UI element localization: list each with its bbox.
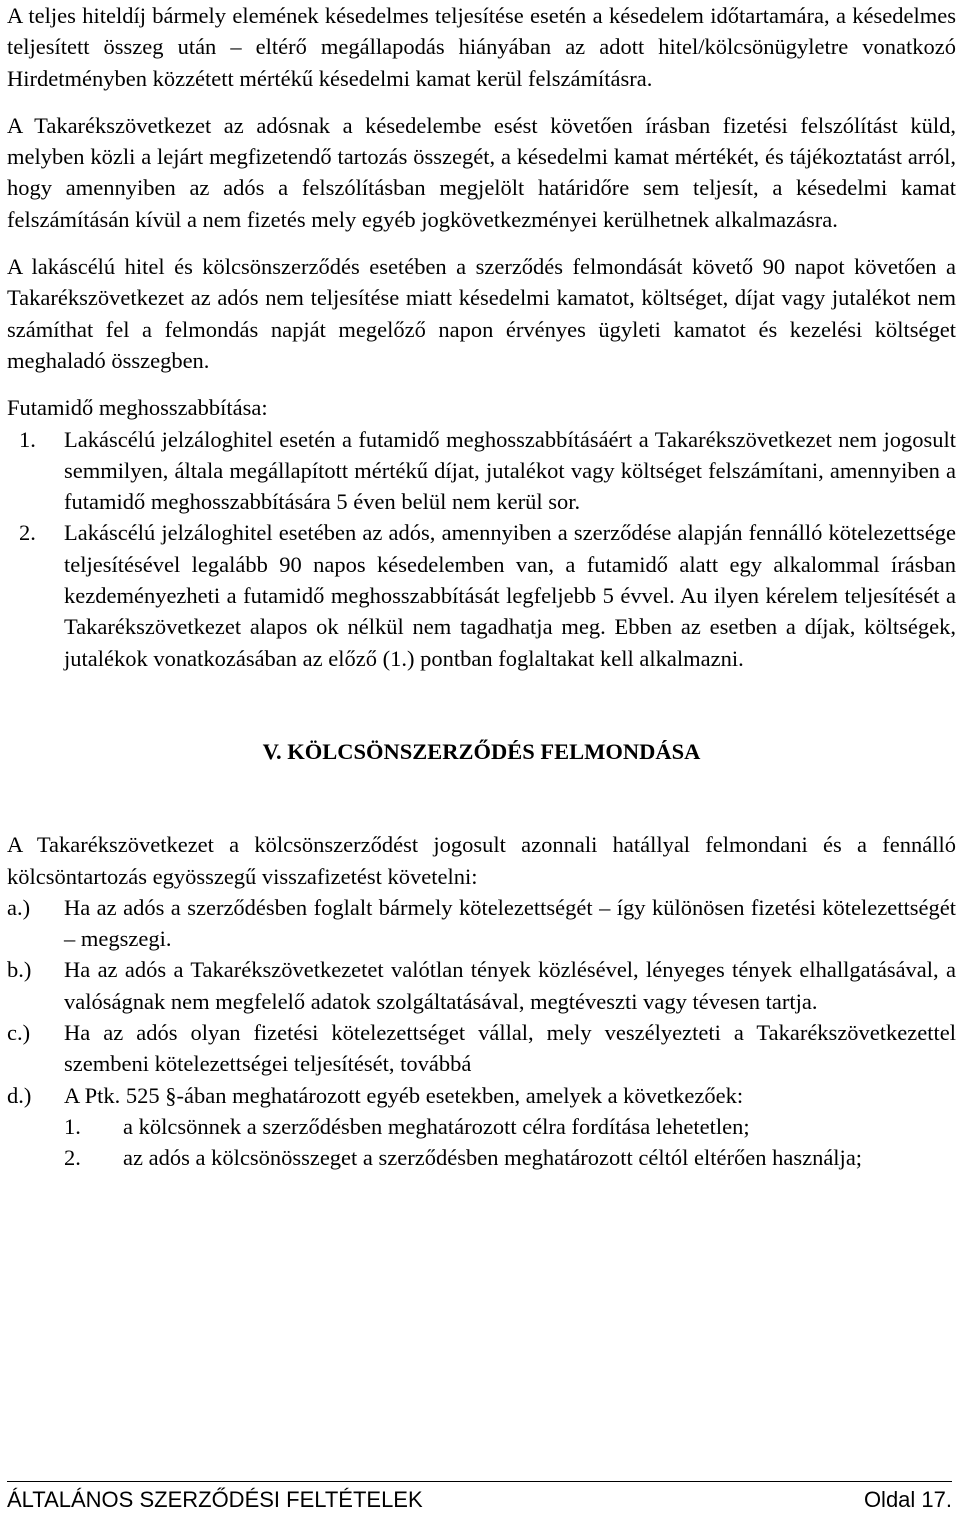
list-marker: c.) [7,1020,31,1046]
list-item-text: Ha az adós a szerződésben foglalt bármely kötelezettségét – így különösen fizetési kötelezettségét – megszegi. [64,894,956,952]
page-footer [7,1481,952,1512]
list-item-text: Ha az adós olyan fizetési kötelezettséget vállal, mely veszélyezteti a Takarékszövetkezettel szembeni kötelezettségei teljesítését, továbbá [64,1020,956,1077]
list-item [7,424,956,518]
list-item [7,517,956,673]
list-item-text: a kölcsönnek a szerződésben meghatározott célra fordítása lehetetlen; [123,1113,750,1139]
sub-list-item [7,1142,956,1173]
list-item [7,1017,956,1080]
list-item-text: A Ptk. 525 §-ában meghatározott egyéb esetekben, amelyek a következőek: [64,1082,744,1108]
list-marker: b.) [7,957,32,983]
paragraph-payment-notice: A Takarékszövetkezet az adósnak a késedelembe esést követően írásban fizetési felszólítást küld, melyben közli a lejárt megfizetendő tartozás összegét, a késedelmi kamat mértékét, és tájékoztatást arról, hogy amennyiben az adós a felszólításban megjelölt határidőre sem teljesít, a késedelmi kamat felszámításán kívül a nem fizetés mely egyéb jogkövetkezményei kerülhetnek alkalmazásra. [7,112,956,232]
paragraph-late-payment-interest: A teljes hiteldíj bármely elemének késedelmes teljesítése esetén a késedelem időtartamára, a késedelmes teljesített összeg után – eltérő megállapodás hiányában az adott hitel/kölcsönügyletre vonatkozó Hirdetményben közzétett mértékű késedelmi kamat kerül felszámításra. [7,3,956,91]
paragraph-housing-loan: A lakáscélú hitel és kölcsönszerződés esetében a szerződés felmondását követő 90 napot követően a Takarékszövetkezet az adós nem teljesítése miatt késedelmi kamatot, költséget, díjat vagy jutalékot nem számíthat fel a felmondás napját megelőző napon érvényes ügyleti kamatot és kezelési költséget meghaladó összegben. [7,254,956,373]
footer-document-title: ÁLTALÁNOS SZERZŐDÉSI FELTÉTELEK [7,1487,423,1512]
list-marker: 2. [64,1145,81,1171]
extension-title: Futamidő meghosszabbítása: [7,395,268,421]
list-item-text: az adós a kölcsönösszeget a szerződésben meghatározott céltól eltérően használja; [123,1145,863,1171]
document-page [7,0,956,1174]
page-number: Oldal 17. [863,1487,952,1512]
list-item [7,892,956,955]
list-item [7,1080,956,1111]
list-item [7,954,956,1017]
list-marker: 1. [19,426,36,452]
list-marker: 2. [19,520,36,546]
list-marker: 1. [64,1113,81,1139]
list-item-text: Lakáscélú jelzáloghitel esetén a futamidő meghosszabbításáért a Takarékszövetkezet nem jogosult semmilyen, általa megállapított mértékű díjat, jutalékot vagy költséget felszámítani, amennyiben a futamidő meghosszabbítására 5 éven belül nem kerül sor. [64,426,956,515]
list-item-text: Ha az adós a Takarékszövetkezetet valótlan tények közlésével, lényeges tények elhallgatásával, a valóságnak nem megfelelő adatok szolgáltatásával, megtéveszti vagy tévesen tartja. [64,957,956,1014]
section-intro: A Takarékszövetkezet a kölcsönszerződést jogosult azonnali hatállyal felmondani és a fennálló kölcsöntartozás egyösszegű visszafizetést követelni: [7,832,956,889]
section-heading: V. KÖLCSÖNSZERZŐDÉS FELMONDÁSA [262,738,701,764]
sub-list-item [7,1111,956,1142]
list-item-text: Lakáscélú jelzáloghitel esetében az adós, amennyiben a szerződése alapján fennálló kötelezettsége teljesítésével legalább 90 napos késedelemben van, a futamidő alatt egy alkalommal írásban kezdeményezheti a futamidő meghosszabbítását legfeljebb 5 évvel. Au ilyen kérelem teljesítését a Takarékszövetkezet alapos ok nélkül nem tagadhatja meg. Ebben az esetben a díjak, költségek, jutalékok vonatkozásában az előző (1.) pontban foglaltakat kell alkalmazni. [64,520,956,671]
list-marker: a.) [7,894,31,920]
list-marker: d.) [7,1082,32,1108]
